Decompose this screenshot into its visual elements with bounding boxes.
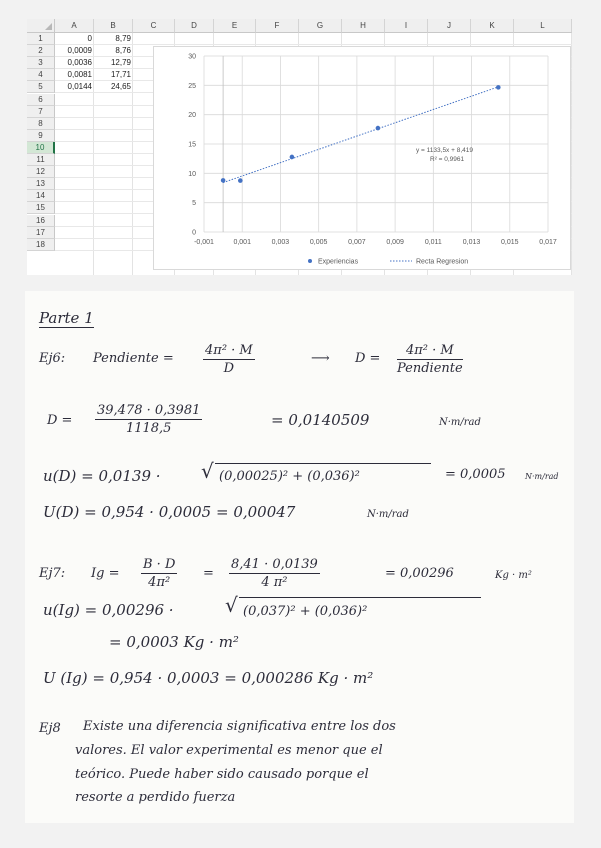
row-header-14[interactable]: 14 [27,190,55,202]
ej7-equals: = [203,566,214,581]
ej7-ig-calc-denominator: 4 π² [261,575,288,590]
x-tick-label: 0,015 [501,239,519,246]
ej6-d-numerator: 4π² · M [397,343,463,360]
cell-b1[interactable]: 8,79 [115,34,131,43]
sqrt-bar [239,597,481,598]
ej6-uncertainty-lhs: u(D) = 0,0139 · [43,467,161,485]
sqrt-bar [215,463,431,464]
y-tick-label: 25 [188,82,196,90]
section-title: Parte 1 [39,309,94,327]
y-tick-label: 15 [188,141,196,149]
column-header-i[interactable]: I [385,19,428,33]
ej6-slope-denominator: D [223,361,235,376]
ej6-d-calc-lhs: D = [47,413,73,428]
ej6-slope-lhs: Pendiente = [93,351,174,366]
ej8-line-3: teórico. Puede haber sido causado porque el [75,767,369,782]
column-header-d[interactable]: D [175,19,214,33]
column-header-h[interactable]: H [342,19,385,33]
data-point [290,155,295,160]
ej7-expanded-uncertainty: U (Ig) = 0,954 · 0,0003 = 0,000286 Kg · m² [43,669,374,687]
sqrt-symbol-icon: √ [225,593,238,617]
x-tick-label: 0,005 [309,239,328,246]
x-tick-label: 0,017 [539,239,557,246]
trendline [223,87,498,183]
ej7-ig-calc-numerator: 8,41 · 0,0139 [231,557,318,572]
legend-label-regression: Recta Regresion [416,258,469,266]
row-header-12[interactable]: 12 [27,166,55,178]
cell-b2[interactable]: 8,76 [115,46,131,56]
scatter-chart[interactable] [153,46,571,270]
row-header-18[interactable]: 18 [27,239,55,251]
legend-label-experiencias: Experiencias [318,258,359,266]
y-tick-label: 0 [192,229,196,237]
row-header-8[interactable]: 8 [27,118,55,130]
ej6-label: Ej6: [39,351,66,366]
cell-a3[interactable]: 0,0036 [67,58,92,68]
row-header-17[interactable]: 17 [27,227,55,239]
ej7-ig-result: = 0,00296 [385,566,454,581]
row-header-4[interactable]: 4 [27,69,55,81]
y-tick-label: 30 [188,53,196,61]
ej6-d-calc-numerator: 39,478 · 0,3981 [97,403,201,418]
cell-a2[interactable]: 0,0009 [67,46,92,56]
column-header-a[interactable]: A [55,19,94,33]
cell-a1[interactable]: 0 [87,34,92,43]
ej6-uncertainty-root: (0,00025)² + (0,036)² [219,469,360,484]
y-tick-label: 5 [192,200,196,208]
data-point [376,126,381,131]
x-tick-label: -0,001 [194,239,214,246]
ej8-label: Ej8 [39,721,61,736]
data-point [238,178,243,183]
ej8-line-4: resorte a perdido fuerza [75,790,236,805]
row-header-3[interactable]: 3 [27,57,55,69]
ej7-label: Ej7: [39,566,66,581]
r-squared-label: R² = 0,9961 [430,156,465,163]
spreadsheet [27,19,572,275]
row-header-10[interactable]: 10 [27,142,55,154]
cell-a4[interactable]: 0,0081 [67,70,92,80]
ej8-line-1: Existe una diferencia significativa entre los dos [83,719,396,734]
y-tick-label: 20 [188,112,196,120]
ej6-expanded-uncertainty: U(D) = 0,954 · 0,0005 = 0,00047 [43,503,296,521]
cell-b5[interactable]: 24,65 [110,82,131,92]
ej6-d-lhs: D = [355,351,381,366]
column-header-l[interactable]: L [514,19,572,33]
chart-canvas [154,47,572,271]
ej7-ig-lhs: Ig = [91,566,120,581]
ej7-uncertainty-result: = 0,0003 Kg · m² [109,633,239,651]
legend-marker-experiencias [308,259,312,263]
data-point [221,178,226,183]
ej7-ig-denominator: 4π² [148,575,171,590]
ej7-uncertainty-lhs: u(Ig) = 0,00296 · [43,601,174,619]
ej8-line-2: valores. El valor experimental es menor que el [75,743,383,758]
handwritten-page [25,291,574,823]
select-all-corner[interactable] [27,19,55,33]
ej6-d-result: = 0,0140509 [271,411,370,429]
sqrt-symbol-icon: √ [201,459,214,483]
column-header-k[interactable]: K [471,19,514,33]
row-header-13[interactable]: 13 [27,178,55,190]
cell-b4[interactable]: 17,71 [110,70,131,80]
x-tick-label: 0,003 [271,239,290,246]
row-header-5[interactable]: 5 [27,81,55,93]
cell-b3[interactable]: 12,79 [110,58,131,68]
ej6-expanded-unit: N·m/rad [367,509,409,520]
cell-a5[interactable]: 0,0144 [67,82,92,92]
row-header-9[interactable]: 9 [27,130,55,142]
data-point [496,85,501,90]
column-header-f[interactable]: F [256,19,299,33]
ej7-ig-fraction [141,557,177,590]
column-header-j[interactable]: J [428,19,471,33]
ej6-d-denominator: Pendiente [397,361,463,376]
x-tick-label: 0,001 [233,239,251,246]
ej6-slope-numerator: 4π² · M [205,343,253,358]
ej6-d-calc-fraction [95,403,202,436]
ej7-ig-numerator: B · D [143,557,176,572]
ej7-ig-calc-fraction [229,557,320,590]
column-header-e[interactable]: E [214,19,256,33]
ej6-d-calc-denominator: 1118,5 [125,421,172,436]
column-header-b[interactable]: B [94,19,133,33]
x-tick-label: 0,009 [386,239,404,246]
ej7-uncertainty-root: (0,037)² + (0,036)² [243,604,368,619]
row-header-6[interactable]: 6 [27,94,55,106]
ej6-uncertainty-result: = 0,0005 [445,467,506,482]
column-header-c[interactable]: C [133,19,175,33]
row-header-7[interactable]: 7 [27,106,55,118]
x-tick-label: 0,007 [348,239,366,246]
trendline-equation: y = 1133,5x + 8,419 [416,147,473,154]
column-header-g[interactable]: G [299,19,342,33]
row-header-16[interactable]: 16 [27,215,55,227]
ej6-d-fraction [397,343,463,376]
ej6-arrow: ⟶ [311,351,330,366]
y-tick-label: 10 [188,170,196,178]
row-header-11[interactable]: 11 [27,154,55,166]
x-tick-label: 0,011 [424,239,442,246]
ej6-uncertainty-unit: N·m/rad [525,472,559,481]
ej7-ig-unit: Kg · m² [495,570,532,581]
row-header-15[interactable]: 15 [27,202,55,214]
row-header-1[interactable]: 1 [27,33,55,45]
x-tick-label: 0,013 [462,239,481,246]
row-header-2[interactable]: 2 [27,45,55,57]
ej6-d-unit: N·m/rad [439,417,481,428]
ej6-slope-fraction [203,343,255,376]
